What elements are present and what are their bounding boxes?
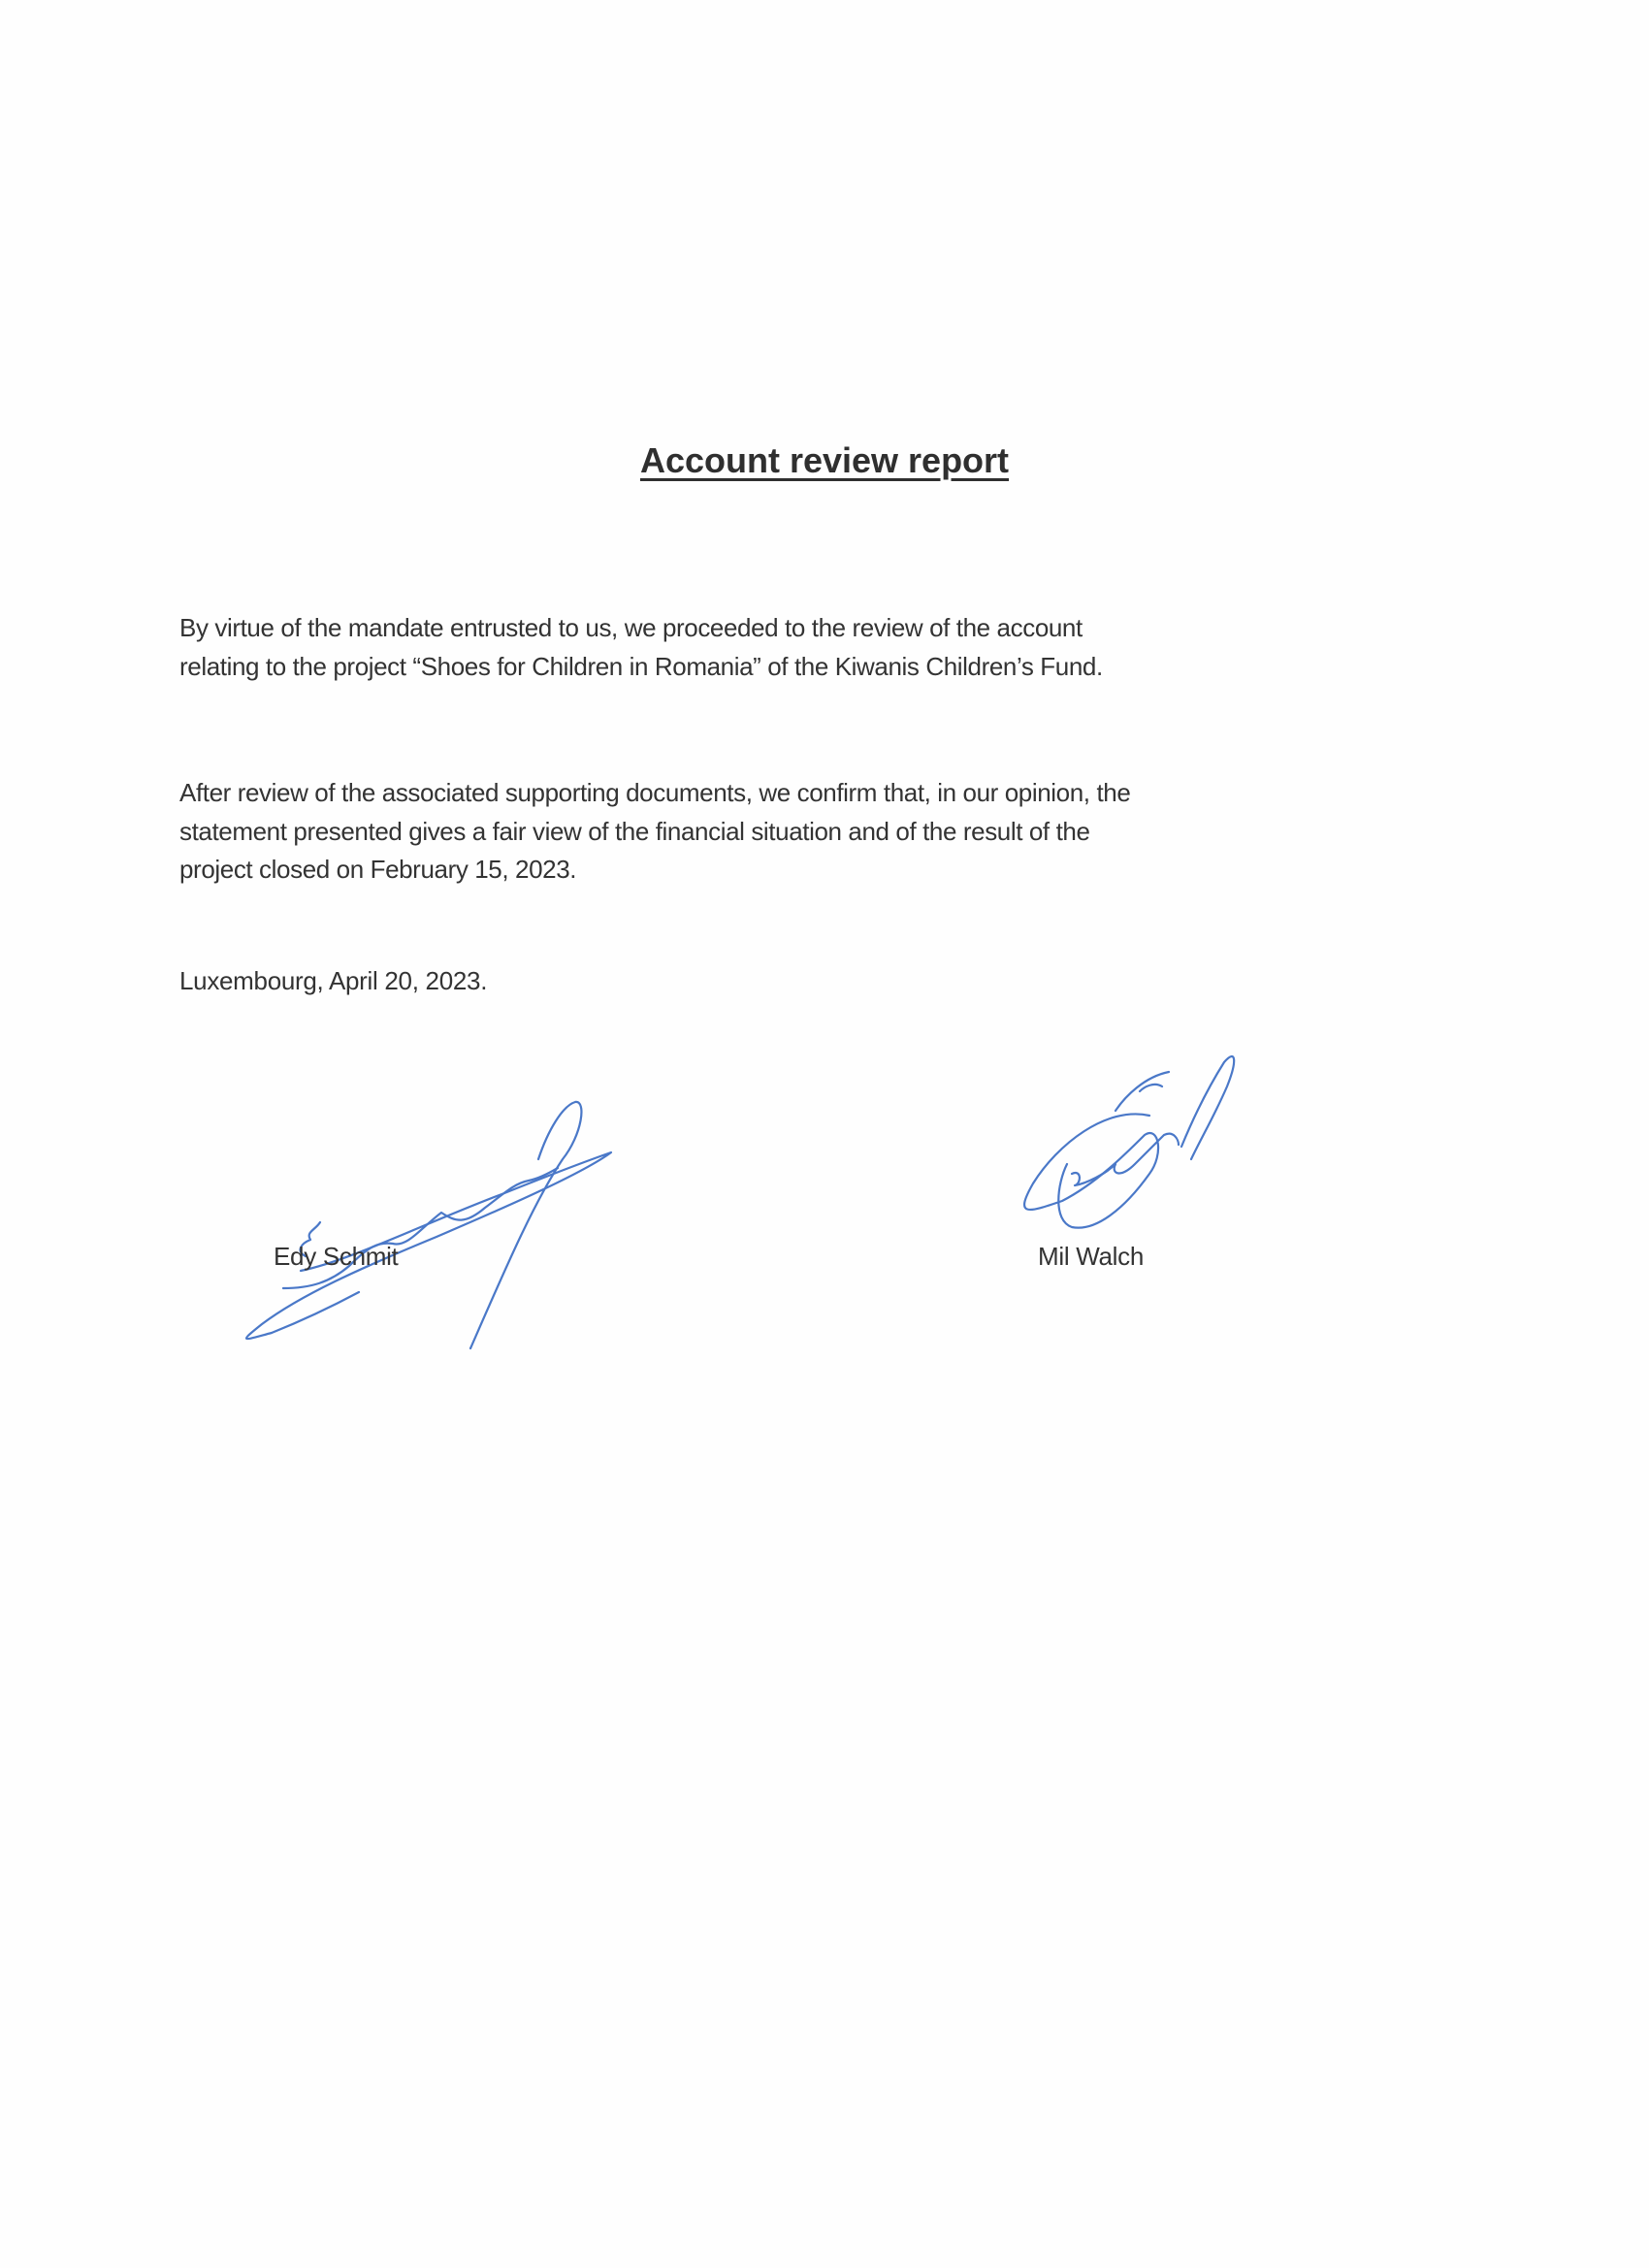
paragraph-line: project closed on February 15, 2023. xyxy=(179,855,577,884)
signature-edy-schmit xyxy=(213,1067,650,1358)
paragraph-line: After review of the associated supporting documents, we confirm that, in our opinion, the xyxy=(179,778,1131,807)
document-title-text: Account review report xyxy=(639,440,1010,480)
signature-stroke xyxy=(1072,1134,1179,1185)
signature-stroke xyxy=(1024,1114,1158,1227)
place-and-date: Luxembourg, April 20, 2023. xyxy=(179,966,488,995)
paragraph-opinion xyxy=(179,774,1130,890)
signature-stroke xyxy=(470,1102,581,1348)
signature-stroke xyxy=(1116,1072,1169,1111)
paragraph-line: statement presented gives a fair view of the financial situation and of the result of the xyxy=(179,816,1090,846)
signature-stroke xyxy=(1181,1056,1234,1159)
paragraph-line: relating to the project “Shoes for Children in Romania” of the Kiwanis Children’s Fund. xyxy=(179,651,1103,681)
document-title xyxy=(0,440,1649,481)
signatory-name-left: Edy Schmit xyxy=(274,1242,399,1271)
paragraph-mandate xyxy=(179,609,1103,686)
signatory-name-right: Mil Walch xyxy=(1038,1242,1145,1271)
paragraph-line: By virtue of the mandate entrusted to us, we proceeded to the review of the account xyxy=(179,613,1083,642)
